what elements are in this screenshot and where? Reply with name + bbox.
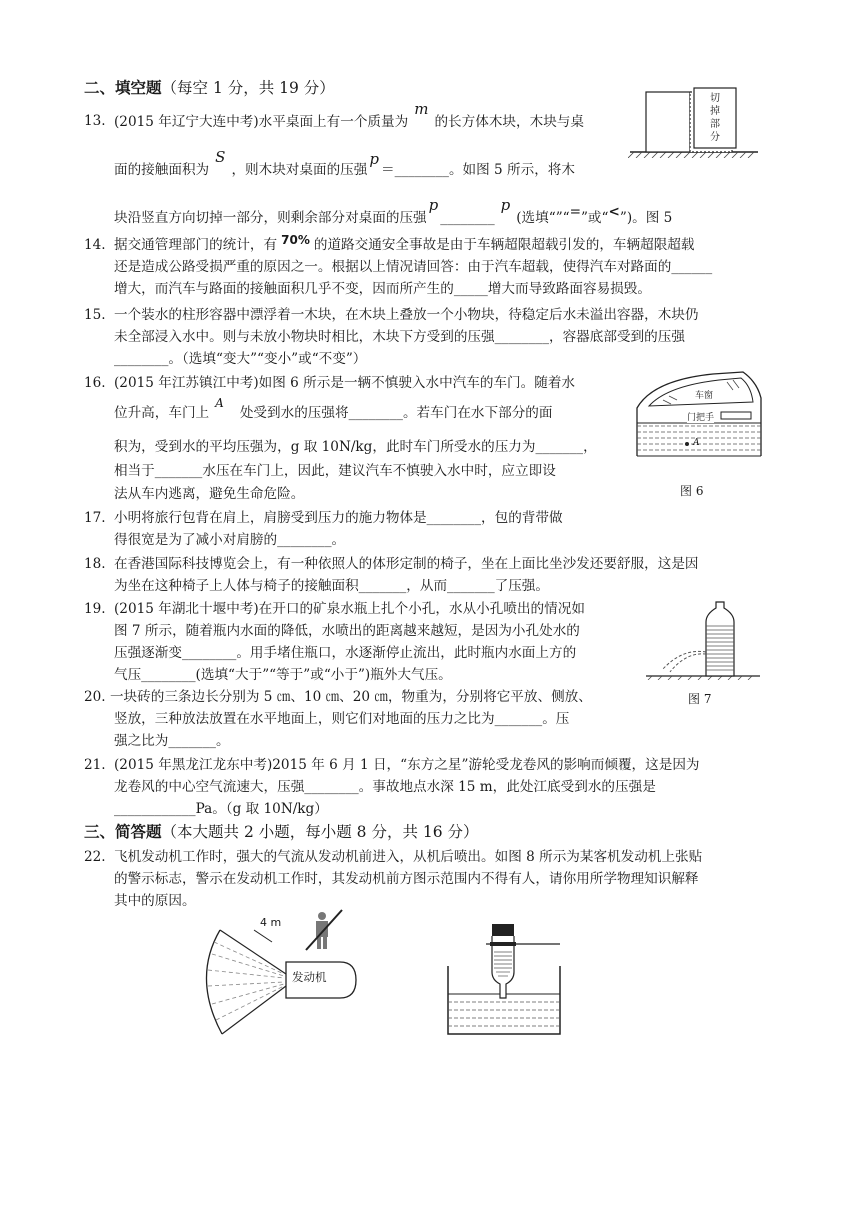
q22-line-1: 飞机发动机工作时，强大的气流从发动机前进入，从机后喷出。如图 8 所示为某客机发动机上张贴 [114,849,703,865]
question-number: 15. [84,307,106,323]
text: 位升高，车门上 [114,405,210,421]
text: ＝________。如图 5 所示，将木 [380,162,575,178]
text: (选填“”“ [516,210,570,226]
question-number: 14. [84,237,106,253]
percentage: 70% [281,233,310,247]
q14-line-1 [114,234,694,256]
tube-in-basin-diagram [440,914,570,1036]
distance-label: 4 m [260,916,282,929]
wood-block-diagram [628,86,760,158]
text: 面的接触面积为 [114,162,210,178]
q15-line-1: 一个装水的柱形容器中漂浮着一木块，在木块上叠放一个小物块，待稳定后水未溢出容器，木块仍 [114,307,699,323]
figure-5 [628,86,760,158]
q13-line-2 [114,148,575,181]
symbol-p: p [428,196,439,214]
text: 块沿竖直方向切掉一部分，则剩余部分对桌面的压强 [114,210,427,226]
q18-line-1: 在香港国际科技博览会上，有一种依照人的体形定制的椅子，坐在上面比坐沙发还要舒服，这是因 [114,556,699,572]
q16-line-5: 法从车内逃离，避免生命危险。 [114,486,305,502]
q21-line-2: 龙卷风的中心空气流速大，压强________。事故地点水深 15 m，此处江底受到水的压强是 [114,779,656,795]
cut-part-label: 切掉部分 [710,93,720,143]
section-title: 二、填空题 [84,78,162,97]
q19-line-1: (2015 年湖北十堰中考)在开口的矿泉水瓶上扎个小孔，水从小孔喷出的情况如 [114,601,585,617]
q15-line-2: 未全部浸入水中。则与未放小物块时相比，木块下方受到的压强________，容器底部受到的压强 [114,329,685,345]
q21-line-1: (2015 年黑龙江龙东中考)2015 年 6 月 1 日，“东方之星”游轮受龙卷风的影响而倾覆，这是因为 [114,757,700,773]
car-window-label: 车窗 [695,391,714,401]
q13-line-3 [114,196,673,229]
figure-7-caption: 图 7 [688,692,712,706]
door-handle-label: 门把手 [687,410,714,423]
water-bottle-diagram [642,600,762,680]
figure-8 [200,906,370,1036]
question-number: 18. [84,556,106,572]
symbol-p: p [500,196,511,214]
q16-line-3: 积为，受到水的平均压强为，g 取 10N/kg，此时车门所受水的压力为_______， [114,439,597,455]
figure-6 [633,368,763,458]
q21-line-3: ____________Pa。（g 取 10N/kg） [114,801,328,817]
question-number: 13. [84,113,106,129]
symbol-p: p [369,150,379,168]
question-number: 19. [84,601,106,617]
figure-6-caption: 图 6 [680,484,704,498]
question-number: 22. [84,849,106,865]
section-note: （每空 1 分，共 19 分） [161,79,335,97]
symbol-S: S [215,148,226,166]
section-note: （本大题共 2 小题，每小题 8 分，共 16 分） [161,823,479,841]
q20-line-3: 强之比为_______。 [114,733,230,749]
question-number: 17. [84,510,106,526]
q19-line-2: 图 7 所示，随着瓶内水面的降低，水喷出的距离越来越短，是因为小孔处水的 [114,623,580,639]
q22-line-2: 的警示标志，警示在发动机工作时，其发动机前方图示范围内不得有人，请你用所学物理知识解释 [114,871,699,887]
answer-blank: ________ [440,210,495,226]
q16-line-1: (2015 年江苏镇江中考)如图 6 所示是一辆不慎驶入水中汽车的车门。随着水 [114,375,576,391]
q17-line-1: 小明将旅行包背在肩上，肩膀受到压力的施力物体是________，包的背带做 [114,510,563,526]
q14-line-2: 还是造成公路受损严重的原因之一。根据以上情况请回答：由于汽车超载，使得汽车对路面的______ [114,259,713,275]
text: (2015 年辽宁大连中考)水平桌面上有一个质量为 [114,114,409,130]
text: 据交通管理部门的统计，有 [114,237,278,253]
q19-line-3: 压强逐渐变________。用手堵住瓶口，水逐渐停止流出，此时瓶内水面上方的 [114,645,577,661]
text: ”)。图 5 [619,210,673,226]
text: ，则木块对桌面的压强 [231,162,368,178]
text: ”或“ [580,210,609,226]
symbol-less-than: < [608,204,620,220]
symbol-m: m [414,100,429,118]
engine-warning-diagram [200,906,370,1036]
section-title: 三、简答题 [84,822,162,841]
section-heading-fill-blank [84,76,335,98]
question-number: 21. [84,757,106,773]
text: 处受到水的压强将________。若车门在水下部分的面 [239,405,553,421]
figure-7 [642,600,762,680]
q19-line-4: 气压________(选填“大于”“等于”或“小于”)瓶外大气压。 [114,667,452,683]
q15-line-3: ________。（选填“变大”“变小”或“不变”） [114,351,367,367]
q20-line-2: 竖放，三种放法放置在水平地面上，则它们对地面的压力之比为_______。压 [114,711,570,727]
apparatus-figure [440,914,570,1036]
symbol-A: A [215,396,224,410]
point-A-label: A [693,438,700,448]
q22-line-3: 其中的原因。 [114,893,196,909]
q16-line-2 [114,396,553,424]
section-heading-short-answer [84,820,479,842]
text: 的道路交通安全事故是由于车辆超限超载引发的，车辆超限超载 [313,237,695,253]
q16-line-4: 相当于_______水压在车门上，因此，建议汽车不慎驶入水中时，应立即设 [114,463,556,479]
question-number: 16. [84,375,106,391]
q14-line-3: 增大，而汽车与路面的接触面积几乎不变，因而所产生的_____增大而导致路面容易损毁。 [114,281,651,297]
q18-line-2: 为坐在这种椅子上人体与椅子的接触面积_______，从而_______了压强。 [114,578,549,594]
engine-label: 发动机 [292,970,327,984]
text: 的长方体木块，木块与桌 [434,114,584,130]
q20-line-1: 20. 一块砖的三条边长分别为 5 ㎝、10 ㎝、20 ㎝，物重为，分别将它平放、侧放、 [84,689,592,705]
q17-line-2: 得很宽是为了减小对肩膀的________。 [114,532,346,548]
symbol-equal: = [569,204,581,220]
q13-line-1 [114,100,584,133]
